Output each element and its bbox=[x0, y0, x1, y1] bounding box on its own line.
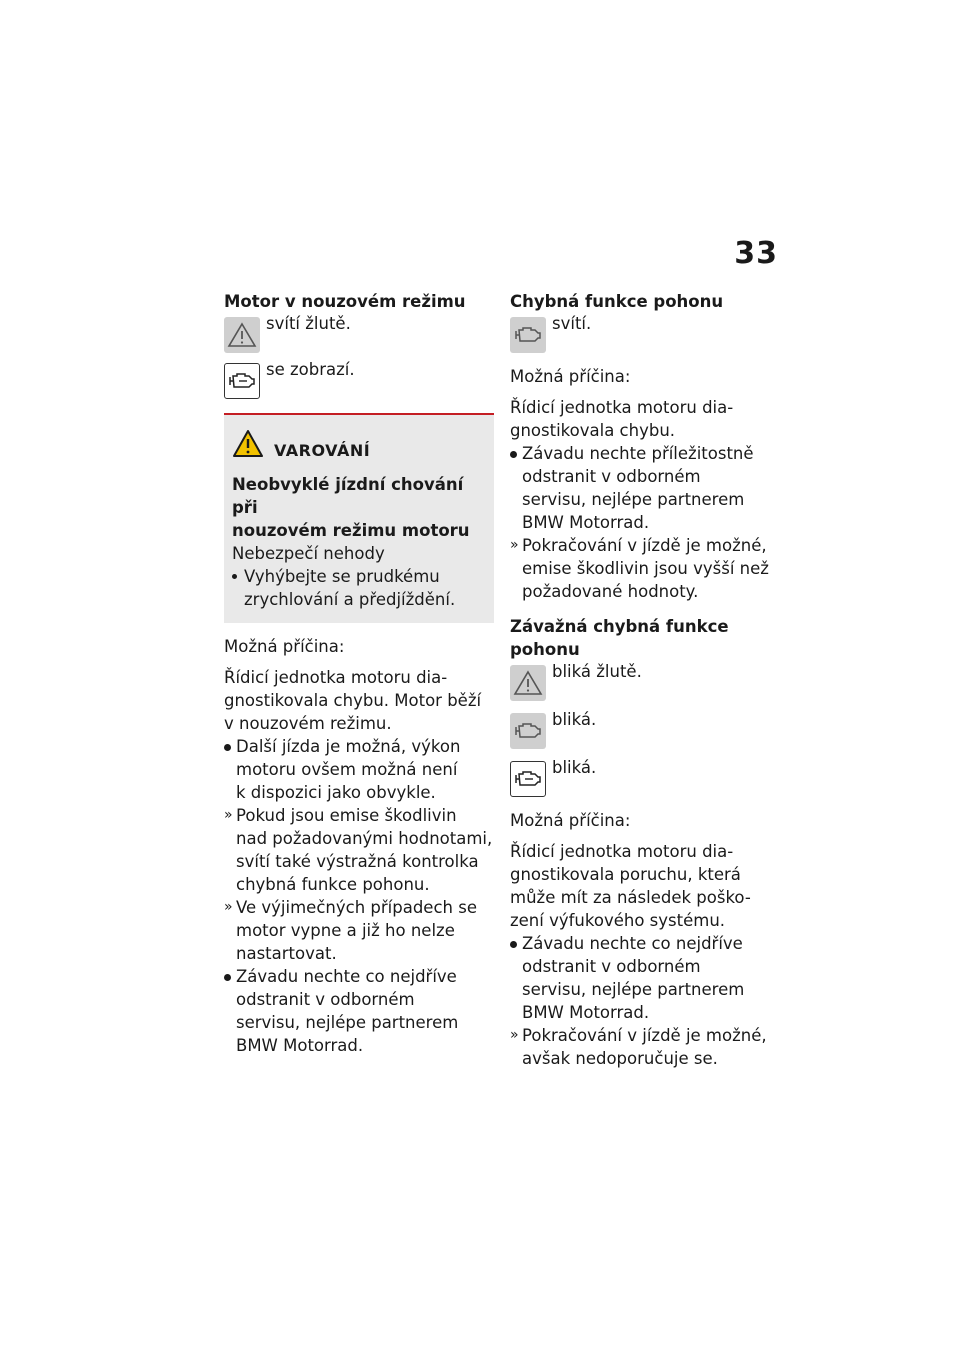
warning-hazard: Nebezpečí nehody bbox=[232, 544, 385, 563]
cause-text: gnostikovala chybu. bbox=[510, 421, 676, 440]
engine-check-icon bbox=[510, 761, 546, 797]
engine-icon bbox=[510, 317, 546, 353]
cause-text: gnostikovala poruchu, která bbox=[510, 865, 741, 884]
indicator-text: se zobrazí. bbox=[266, 360, 355, 379]
indicator-row bbox=[510, 314, 778, 353]
cause-text: Řídicí jednotka motoru dia- bbox=[224, 668, 448, 687]
instruction-list bbox=[224, 735, 494, 1057]
cause-text: zení výfukového systému. bbox=[510, 911, 726, 930]
cause-text: Řídicí jednotka motoru dia- bbox=[510, 398, 734, 417]
list-item: » Pokračování v jízdě je možné, avšak nedoporučuje se. bbox=[510, 1026, 767, 1068]
cause-label: Možná příčina: bbox=[510, 811, 631, 830]
engine-icon bbox=[510, 713, 546, 749]
section-heading-emergency-mode: Motor v nouzovém režimu bbox=[224, 292, 466, 311]
warning-subtitle: Neobvyklé jízdní chování při bbox=[232, 475, 464, 517]
indicator-row bbox=[510, 662, 778, 701]
cause-text: může mít za následek poško- bbox=[510, 888, 751, 907]
section-heading-severe-malfunction: pohonu bbox=[510, 640, 580, 659]
cause-label: Možná příčina: bbox=[224, 637, 345, 656]
warning-triangle-icon bbox=[510, 665, 546, 701]
indicator-row bbox=[510, 758, 778, 797]
warning-triangle-icon bbox=[224, 317, 260, 353]
page-number: 33 bbox=[734, 236, 778, 271]
cause-text: v nouzovém režimu. bbox=[224, 714, 392, 733]
indicator-text: svítí žlutě. bbox=[266, 314, 351, 333]
warning-subtitle: nouzovém režimu motoru bbox=[232, 521, 470, 540]
list-item: Závadu nechte co nejdříve odstranit v odborném servisu, nejlépe partnerem BMW Motorrad. bbox=[236, 967, 459, 1055]
indicator-row bbox=[224, 360, 494, 399]
indicator-text: bliká. bbox=[552, 710, 597, 729]
list-item: Vyhýbejte se prudkému zrychlování a předjíždění. bbox=[244, 567, 456, 609]
warning-box bbox=[224, 413, 494, 623]
warning-triangle-icon bbox=[232, 429, 264, 463]
cause-text: gnostikovala chybu. Motor běží bbox=[224, 691, 482, 710]
indicator-text: bliká. bbox=[552, 758, 597, 777]
cause-text: Řídicí jednotka motoru dia- bbox=[510, 842, 734, 861]
indicator-row bbox=[510, 710, 778, 749]
instruction-list bbox=[510, 442, 778, 603]
list-item: » Ve výjimečných případech se motor vypne a již ho nelze nastartovat. bbox=[224, 898, 477, 963]
engine-check-icon bbox=[224, 363, 260, 399]
warning-list bbox=[232, 565, 486, 611]
right-column bbox=[510, 290, 778, 1070]
indicator-row bbox=[224, 314, 494, 353]
section-heading-severe-malfunction: Závažná chybná funkce bbox=[510, 617, 729, 636]
list-item: Závadu nechte co nejdříve odstranit v odborném servisu, nejlépe partnerem BMW Motorrad. bbox=[522, 934, 745, 1022]
warning-header bbox=[232, 429, 486, 463]
list-item: » Pokračování v jízdě je možné, emise škodlivin jsou vyšší než požadované hodnoty. bbox=[510, 536, 769, 601]
warning-title: VAROVÁNÍ bbox=[274, 440, 371, 460]
section-heading-drive-malfunction: Chybná funkce pohonu bbox=[510, 292, 724, 311]
indicator-text: svítí. bbox=[552, 314, 592, 333]
list-item: » Pokud jsou emise škodlivin nad požadovanými hodnotami, svítí také výstražná kontrolka chybná funkce pohonu. bbox=[224, 806, 493, 894]
instruction-list bbox=[510, 932, 778, 1070]
cause-label: Možná příčina: bbox=[510, 367, 631, 386]
list-item: Závadu nechte příležitostně odstranit v odborném servisu, nejlépe partnerem BMW Motorrad. bbox=[522, 444, 754, 532]
indicator-text: bliká žlutě. bbox=[552, 662, 642, 681]
list-item: Další jízda je možná, výkon motoru ovšem možná není k dispozici jako obvykle. bbox=[236, 737, 461, 802]
left-column bbox=[224, 290, 494, 1057]
